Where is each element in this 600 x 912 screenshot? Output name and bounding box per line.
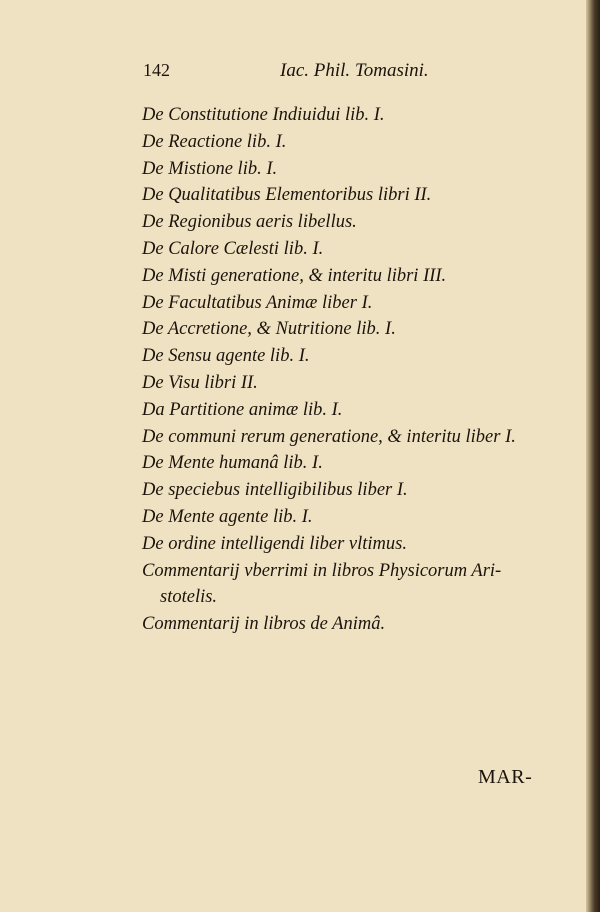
- list-item: De Regionibus aeris libellus.: [142, 212, 357, 233]
- list-item: Da Partitione animæ lib. I.: [142, 399, 343, 420]
- list-item: Commentarij vberrimi in libros Physicorum Ari-: [142, 560, 502, 581]
- list-item: De Mente humanâ lib. I.: [142, 453, 323, 474]
- list-item: De Constitutione Indiuidui lib. I.: [142, 105, 385, 125]
- list-item: De communi rerum generatione, & interitu liber I.: [142, 426, 516, 447]
- list-item-continuation: stotelis.: [160, 587, 218, 608]
- page-number: 142: [143, 60, 170, 80]
- works-list: [142, 102, 582, 638]
- list-item: De Misti generatione, & interitu libri III.: [142, 265, 447, 286]
- running-head: Iac. Phil. Tomasini.: [280, 60, 429, 81]
- book-spine-edge: [586, 0, 600, 912]
- page-header: [143, 60, 473, 86]
- list-item: De Facultatibus Animæ liber I.: [142, 292, 373, 313]
- list-item: De Qualitatibus Elementoribus libri II.: [142, 185, 432, 206]
- list-item: De Mente agente lib. I.: [142, 506, 313, 527]
- list-item: De Visu libri II.: [142, 372, 258, 393]
- list-item: De Calore Cælesti lib. I.: [142, 238, 324, 259]
- catchword: MAR-: [478, 766, 533, 788]
- list-item: De Accretione, & Nutritione lib. I.: [142, 319, 396, 340]
- list-item: Commentarij in libros de Animâ.: [142, 614, 386, 635]
- list-item: De Reactione lib. I.: [142, 131, 287, 152]
- list-item: De speciebus intelligibilibus liber I.: [142, 480, 408, 501]
- list-item: De Sensu agente lib. I.: [142, 346, 310, 367]
- list-item: De Mistione lib. I.: [142, 158, 278, 179]
- list-item: De ordine intelligendi liber vltimus.: [142, 533, 407, 554]
